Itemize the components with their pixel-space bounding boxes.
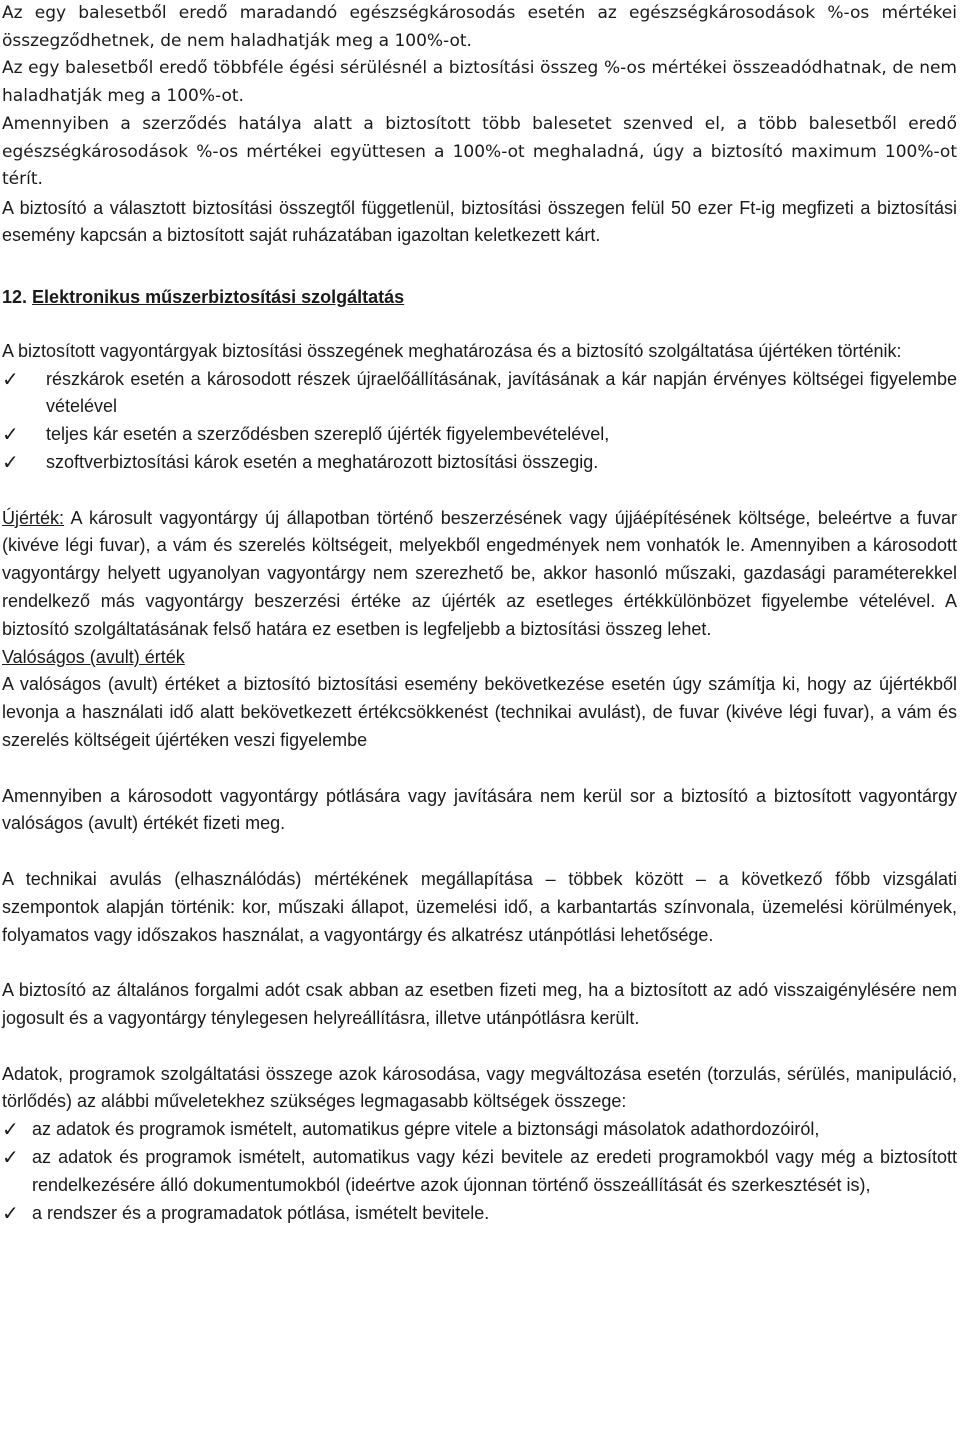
check-icon: ✓ <box>2 450 19 475</box>
valosagos-heading: Valóságos (avult) érték <box>2 646 185 667</box>
intro-paragraph-4: A biztosító a választott biztosítási összegtől függetlenül, biztosítási összegen felül 50 ezer Ft-ig megfizeti a biztosítási esemény kapcsán a biztosított saját ruházatában igazoltan keletkezett kárt. <box>2 197 957 246</box>
list-item-text: részkárok esetén a károsodott részek újraelőállításának, javításának a kár napján érvényes költségei figyelembe vételével <box>46 368 957 417</box>
list-item <box>2 1200 957 1228</box>
valuation-list <box>2 366 957 477</box>
list-item <box>2 449 957 477</box>
check-icon: ✓ <box>2 1145 19 1169</box>
section-title: Elektronikus műszerbiztosítási szolgáltatás <box>32 287 405 308</box>
list-item-text: az adatok és programok ismételt, automatikus vagy kézi bevitele az eredeti programokból vagy még a biztosított rendelkezésére álló dokumentumokból (ideértve azok újonnan történő összeállítását és szerkesztését is), <box>32 1147 957 1195</box>
check-icon: ✓ <box>2 422 19 447</box>
intro-paragraph-2: Az egy balesetből eredő többféle égési sérülésnél a biztosítási összeg %-os mértékei összeadódhatnak, de nem haladhatják meg a 100%-ot. <box>2 58 957 106</box>
vat-paragraph: A biztosító az általános forgalmi adót csak abban az esetben fizeti meg, ha a biztosított az adó visszaigénylésére nem jogosult és a vagyontárgy ténylegesen helyreállításra, illetve utánpótlásra került. <box>2 980 957 1029</box>
list-item <box>2 366 957 422</box>
repair-paragraph: Amennyiben a károsodott vagyontárgy pótlására vagy javítására nem kerül sor a biztosító a biztosított vagyontárgy valóságos (avult) értékét fizeti meg. <box>2 785 957 834</box>
intro-paragraph-3: Amennyiben a szerződés hatálya alatt a biztosított több balesetet szenved el, a több balesetből eredő egészségkárosodások %-os mértékei együttesen a 100%-ot meghaladná, úgy a biztosító maximum 100%-ot térít. <box>2 114 957 189</box>
valosagos-text: A valóságos (avult) értéket a biztosító biztosítási esemény bekövetkezése esetén úgy számítja ki, hogy az újértékből levonja a használati idő alatt bekövetkezett értékcsökkenést (technikai avulást), de fuvar (kivéve légi fuvar), a vám és szerelés költségeit újértéken veszi figyelembe <box>2 674 957 751</box>
check-icon: ✓ <box>2 366 19 391</box>
list-item-text: teljes kár esetén a szerződésben szereplő újérték figyelembevételével, <box>46 424 610 445</box>
wear-paragraph: A technikai avulás (elhasználódás) mértékének megállapítása – többek között – a következő főbb vizsgálati szempontok alapján történik: kor, műszaki állapot, üzemelési idő, a karbantartás színvonala, üzemelési körülmények, folyamatos vagy időszakos használat, a vagyontárgy és alkatrész utánpótlási lehetősége. <box>2 869 957 945</box>
list-item-text: szoftverbiztosítási károk esetén a meghatározott biztosítási összegig. <box>46 452 599 473</box>
list-item-text: a rendszer és a programadatok pótlása, ismételt bevitele. <box>32 1202 490 1223</box>
list-item <box>2 1144 957 1200</box>
list-item <box>2 421 957 449</box>
section-heading <box>2 284 957 312</box>
list-item-text: az adatok és programok ismételt, automatikus gépre vitele a biztonsági másolatok adathordozóiról, <box>32 1119 820 1140</box>
check-icon: ✓ <box>2 1117 19 1142</box>
valuation-lead: A biztosított vagyontárgyak biztosítási összegének meghatározása és a biztosító szolgáltatása újértéken történik: <box>2 340 902 361</box>
data-section-lead: Adatok, programok szolgáltatási összege azok károsodása, vagy megváltozása esetén (torzulás, sérülés, manipuláció, törlődés) az alábbi műveletekhez szükséges legmagasabb költségek összege: <box>2 1063 957 1112</box>
section-number: 12. <box>2 287 28 308</box>
list-item <box>2 1116 957 1144</box>
document-page <box>2 0 957 1227</box>
ujertek-paragraph <box>2 505 957 644</box>
data-list <box>2 1116 957 1227</box>
intro-paragraph-1: Az egy balesetből eredő maradandó egészségkárosodás esetén az egészségkárosodások %-os mértékei összegződhetnek, de nem haladhatják meg a 100%-ot. <box>2 3 957 51</box>
check-icon: ✓ <box>2 1200 19 1225</box>
ujertek-text: A károsult vagyontárgy új állapotban történő beszerzésének vagy újjáépítésének költsége, beleértve a fuvar (kivéve légi fuvar), a vám és szerelés költségeit, melyekből engedmények nem vonhatók le. Amennyiben a károsodott vagyontárgy helyett ugyanolyan vagyontárgy nem szerezhető be, akkor hasonló műszaki, gazdasági paraméterekkel rendelkező más vagyontárgy beszerzési értéke az újérték az esetleges értékkülönbözet figyelembe vételével. A biztosító szolgáltatásának felső határa ez esetben is legfeljebb a biztosítási összeg lehet. <box>2 507 957 639</box>
ujertek-term: Újérték: <box>2 507 65 528</box>
